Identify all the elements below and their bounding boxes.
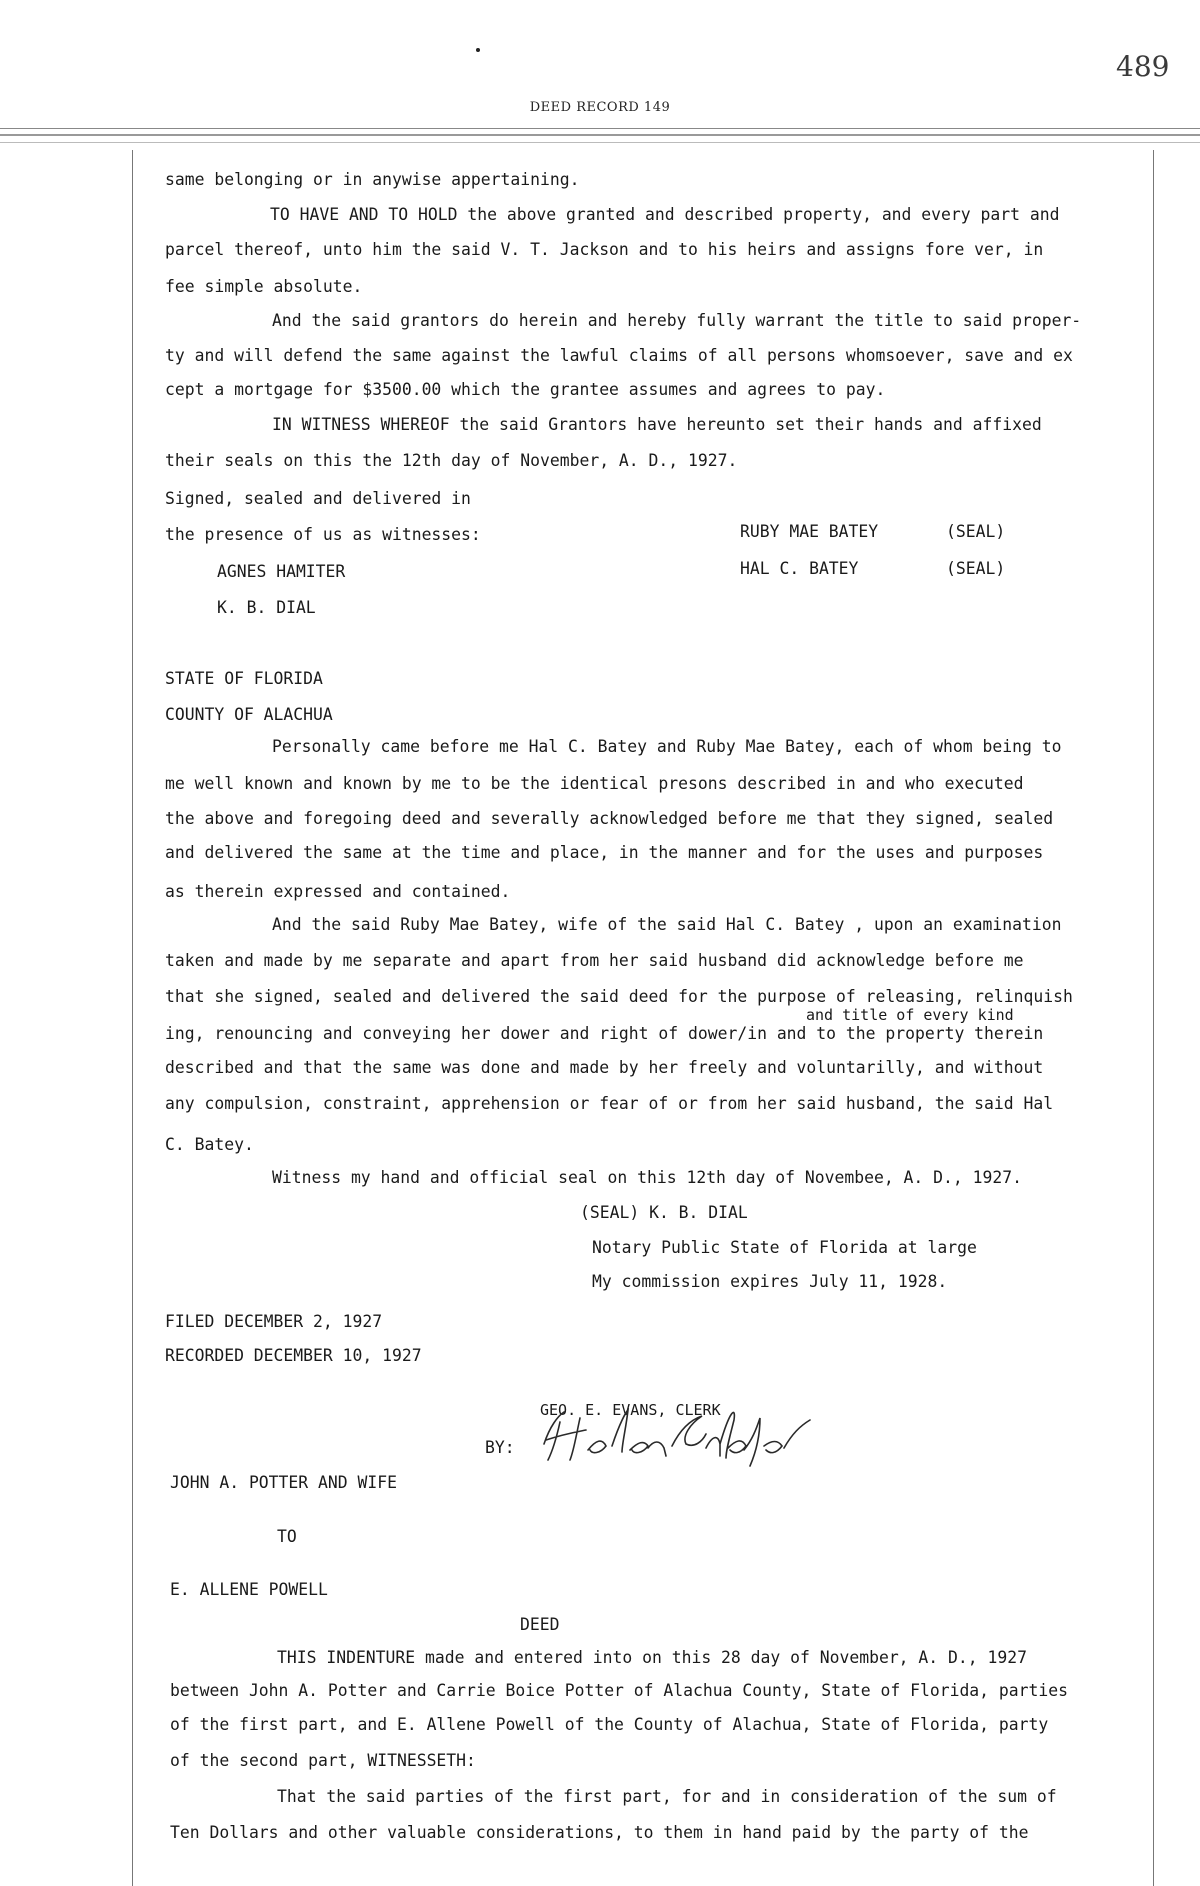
recorded-date: RECORDED DECEMBER 10, 1927 xyxy=(165,1346,422,1365)
ink-speck xyxy=(476,48,480,52)
interlineation: and title of every kind xyxy=(806,1006,1014,1024)
caption-to: TO xyxy=(277,1527,297,1546)
text-line: And the said Ruby Mae Batey, wife of the said Hal C. Batey , upon an examination xyxy=(272,915,1062,934)
text-line: as therein expressed and contained. xyxy=(165,882,511,901)
text-line: ing, renouncing and conveying her dower and right of dower/in and to the property therein xyxy=(165,1024,1044,1043)
notary-seal-line: (SEAL) K. B. DIAL xyxy=(580,1203,748,1222)
signatory-name: RUBY MAE BATEY xyxy=(740,522,879,541)
clerk-name: GEO. E. EVANS, CLERK xyxy=(540,1401,721,1419)
page-number: 489 xyxy=(1116,50,1170,83)
text-line: Ten Dollars and other valuable considerations, to them in hand paid by the party of the xyxy=(170,1823,1029,1842)
text-line: fee simple absolute. xyxy=(165,277,363,296)
text-line: C. Batey. xyxy=(165,1135,254,1154)
text-line: Signed, sealed and delivered in xyxy=(165,489,471,508)
text-line: Personally came before me Hal C. Batey and Ruby Mae Batey, each of whom being to xyxy=(272,737,1062,756)
filed-date: FILED DECEMBER 2, 1927 xyxy=(165,1312,383,1331)
witness-name: K. B. DIAL xyxy=(217,598,316,617)
text-line: Witness my hand and official seal on this 12th day of Novembee, A. D., 1927. xyxy=(272,1168,1022,1187)
grantor-caption: JOHN A. POTTER AND WIFE xyxy=(170,1473,397,1492)
text-line: cept a mortgage for $3500.00 which the grantee assumes and agrees to pay. xyxy=(165,380,886,399)
clerk-signature xyxy=(530,1400,840,1470)
instrument-title: DEED xyxy=(520,1615,560,1634)
top-rule-inner xyxy=(0,142,1200,143)
text-line: IN WITNESS WHEREOF the said Grantors have hereunto set their hands and affixed xyxy=(272,415,1042,434)
top-rule-double xyxy=(0,134,1200,136)
text-line: And the said grantors do herein and hereby fully warrant the title to said proper- xyxy=(272,311,1082,330)
venue-state: STATE OF FLORIDA xyxy=(165,669,323,688)
text-line: of the first part, and E. Allene Powell of the County of Alachua, State of Florida, party xyxy=(170,1715,1049,1734)
notary-title: Notary Public State of Florida at large xyxy=(592,1238,977,1257)
text-line: the above and foregoing deed and severally acknowledged before me that they signed, sealed xyxy=(165,809,1054,828)
right-margin-rule xyxy=(1153,150,1154,1886)
running-head: DEED RECORD 149 xyxy=(529,100,671,115)
grantee-caption: E. ALLENE POWELL xyxy=(170,1580,328,1599)
text-line: same belonging or in anywise appertaining. xyxy=(165,170,580,189)
notary-commission: My commission expires July 11, 1928. xyxy=(592,1272,948,1291)
text-line: parcel thereof, unto him the said V. T. Jackson and to his heirs and assigns fore ver, in xyxy=(165,240,1044,259)
text-line: their seals on this the 12th day of November, A. D., 1927. xyxy=(165,451,738,470)
text-line: and delivered the same at the time and place, in the manner and for the uses and purposes xyxy=(165,843,1044,862)
text-line: THIS INDENTURE made and entered into on this 28 day of November, A. D., 1927 xyxy=(277,1648,1027,1667)
text-line: the presence of us as witnesses: xyxy=(165,525,481,544)
text-line: TO HAVE AND TO HOLD the above granted and described property, and every part and xyxy=(270,205,1060,224)
witness-name: AGNES HAMITER xyxy=(217,562,346,581)
text-line: That the said parties of the first part, for and in consideration of the sum of xyxy=(277,1787,1057,1806)
text-line: between John A. Potter and Carrie Boice Potter of Alachua County, State of Florida, parties xyxy=(170,1681,1068,1700)
text-line: ty and will defend the same against the lawful claims of all persons whomsoever, save and ex xyxy=(165,346,1073,365)
text-line: taken and made by me separate and apart from her said husband did acknowledge before me xyxy=(165,951,1024,970)
text-line: me well known and known by me to be the identical presons described in and who executed xyxy=(165,774,1024,793)
venue-county: COUNTY OF ALACHUA xyxy=(165,705,333,724)
seal-mark: (SEAL) xyxy=(946,559,1006,578)
seal-mark: (SEAL) xyxy=(946,522,1006,541)
text-line: of the second part, WITNESSETH: xyxy=(170,1751,476,1770)
text-line: described and that the same was done and made by her freely and voluntarilly, and without xyxy=(165,1058,1044,1077)
text-line: any compulsion, constraint, apprehension or fear of or from her said husband, the said Hal xyxy=(165,1094,1054,1113)
signatory-name: HAL C. BATEY xyxy=(740,559,859,578)
top-rule xyxy=(0,128,1200,129)
left-margin-rule xyxy=(132,150,133,1886)
text-line: that she signed, sealed and delivered the said deed for the purpose of releasing, relinquish xyxy=(165,987,1073,1006)
by-label: BY: xyxy=(485,1438,515,1457)
